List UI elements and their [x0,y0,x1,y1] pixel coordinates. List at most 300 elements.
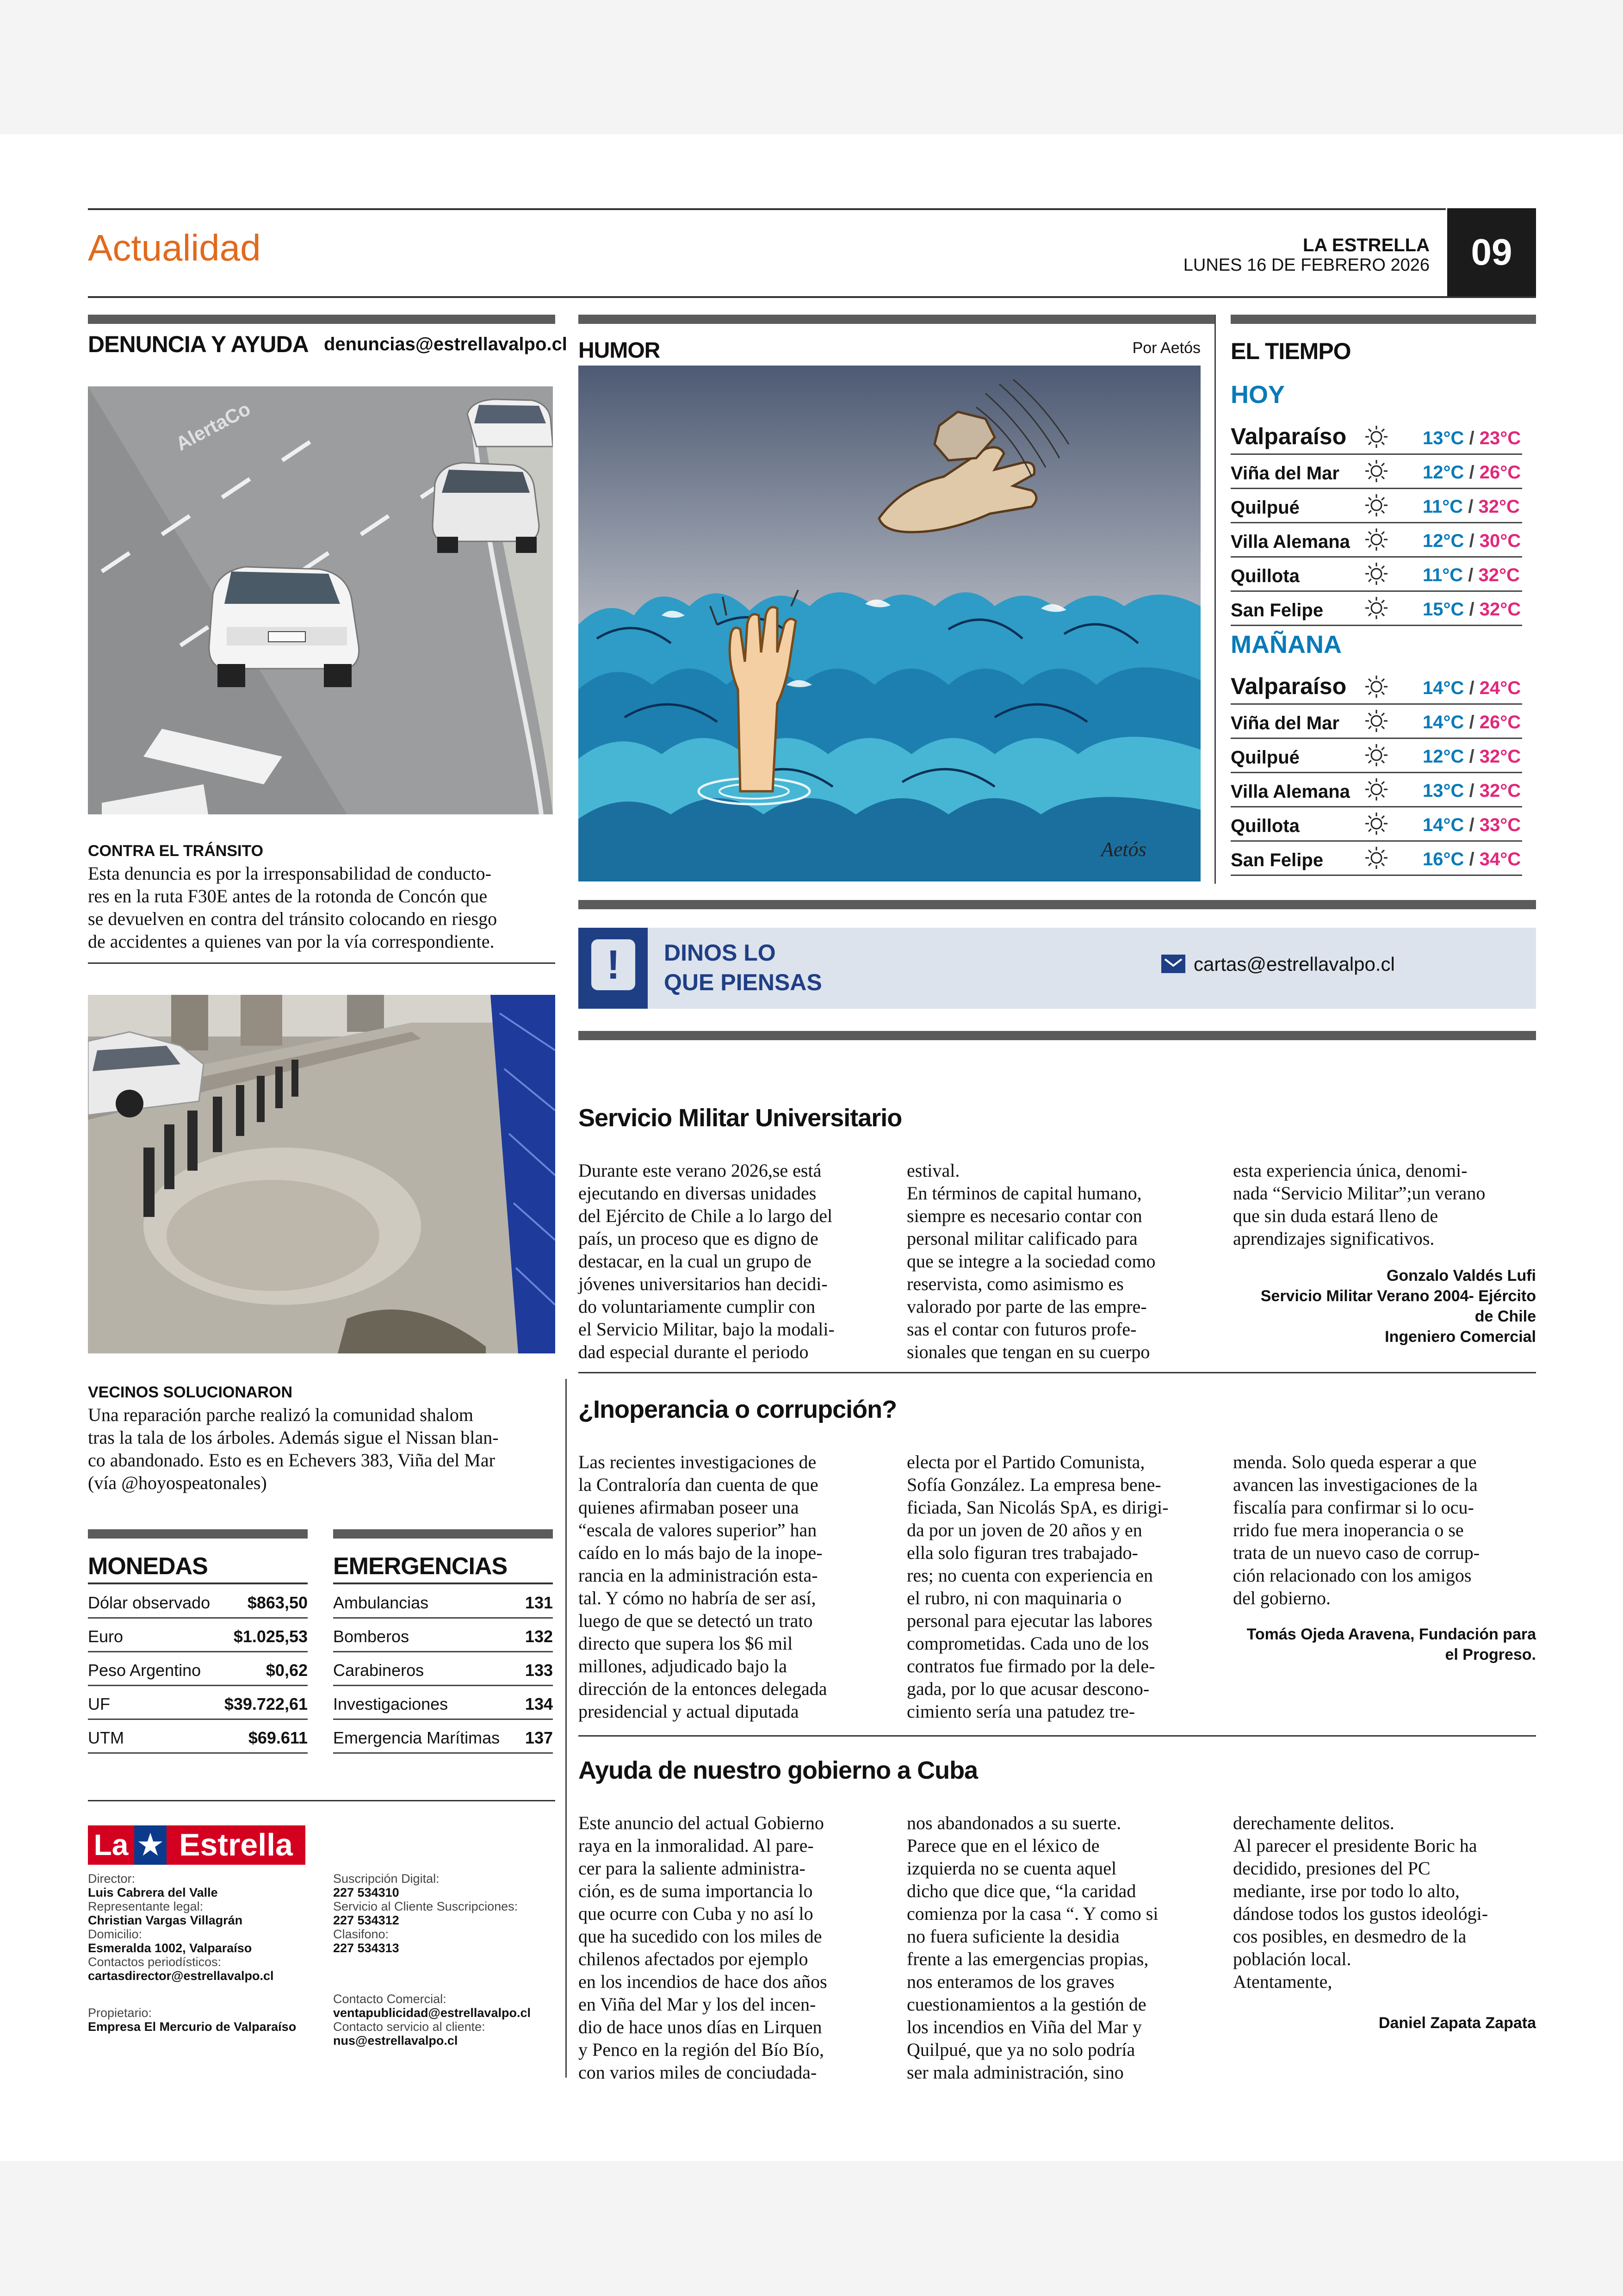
temp-max: 26°C [1479,462,1521,483]
currency-row [88,1652,308,1686]
temp-min: 14°C [1423,815,1464,835]
letter-line: millones, adjudicado bajo la [578,1656,787,1676]
weather-city: Villa Alemana [1231,782,1350,802]
temp-max: 23°C [1479,428,1521,448]
colophon-label: Domicilio: [88,1927,142,1941]
letter-line: dicho que dice que, “la caridad [907,1880,1136,1901]
section-bar [88,1529,308,1539]
weather-row [1231,806,1522,842]
weather-row [1231,703,1522,739]
sun-icon [1363,741,1390,769]
temp-max: 34°C [1479,849,1521,869]
letter-line: contratos fue firmado por la dele- [907,1656,1155,1676]
letter-line: esta experiencia única, denomi- [1233,1160,1468,1181]
currency-label: UF [88,1694,110,1713]
weather-city: Quilpué [1231,497,1300,518]
temp-separator: / [1464,428,1480,448]
emergency-row [333,1720,553,1754]
sun-icon [1363,673,1390,701]
temp-min: 12°C [1423,462,1464,483]
page-number: 09 [1447,208,1536,296]
sun-icon [1363,594,1390,622]
currency-row [88,1585,308,1619]
letter-line: dio de hace unos días en Lirquen [578,2017,822,2037]
letter-line: Al parecer el presidente Boric ha [1233,1835,1477,1856]
letter-line: país, un proceso que es digno de [578,1228,818,1249]
emergency-number: 134 [525,1694,553,1713]
item2-title: VECINOS SOLUCIONARON [88,1384,293,1401]
item1-line: res en la ruta F30E antes de la rotonda de Concón que [88,886,488,906]
tomorrow-label: MAÑANA [1231,631,1342,658]
sun-icon [1363,810,1390,838]
letter-line: nos enteramos de los graves [907,1971,1115,1992]
section-bar [88,315,555,324]
sun-icon [1363,491,1390,519]
column-divider [565,1379,567,2078]
item2-line: tras la tala de los árboles. Además sigue el Nissan blan- [88,1427,499,1448]
divider [88,962,555,964]
temp-max: 32°C [1479,746,1521,767]
letter-line: el Servicio Militar, bajo la modali- [578,1319,835,1340]
divider [88,1800,555,1801]
letter-line: siempre es necesario contar con [907,1205,1142,1226]
letter-line: decidido, presiones del PC [1233,1858,1431,1879]
colophon-value: 227 534312 [333,1913,399,1927]
letter-line: que ocurre con Cuba y no así lo [578,1903,813,1924]
temp-separator: / [1464,678,1480,698]
temp-separator: / [1464,849,1480,869]
temp-min: 13°C [1423,781,1464,801]
temp-separator: / [1464,462,1480,483]
letter-line: Quilpué, que ya no solo podría [907,2039,1135,2060]
emergency-row [333,1585,553,1619]
weather-temp [1423,712,1521,733]
colophon-label: Representante legal: [88,1899,204,1913]
temp-min: 14°C [1423,712,1464,732]
letter-line: ejecutando en diversas unidades [578,1183,817,1204]
header-rule [88,208,1446,210]
temp-separator: / [1464,531,1480,551]
letter-line: quienes afirmaban poseer una [578,1497,799,1518]
letter-line: cimiento sería una patudez tre- [907,1701,1135,1722]
currency-label: UTM [88,1728,124,1747]
letter-line: nada “Servicio Militar”;un verano [1233,1183,1486,1204]
emergency-label: Ambulancias [333,1593,429,1612]
letter-line: gada, por lo que acusar descono- [907,1678,1150,1699]
weather-city: Valparaíso [1231,423,1347,449]
sun-icon [1363,707,1390,735]
weather-temp [1423,565,1520,586]
colophon-value[interactable]: nus@estrellavalpo.cl [333,2034,458,2048]
colophon-value: Esmeralda 1002, Valparaíso [88,1941,252,1955]
letter-column [1233,1812,1538,1993]
letter-column [907,1451,1212,1723]
letter-line: derechamente delitos. [1233,1812,1394,1833]
letter-line: cer para la saliente administra- [578,1858,805,1879]
letter-line: destacar, en la cual un grupo de [578,1251,812,1272]
letter-line: dirección de la entonces delegada [578,1678,827,1699]
weather-temp [1423,678,1521,699]
banner-line: QUE PIENSAS [664,969,822,995]
emergency-row [333,1619,553,1652]
header-bottom-rule [88,296,1536,298]
sun-icon [1363,423,1390,451]
letter3-title: Ayuda de nuestro gobierno a Cuba [578,1756,978,1784]
emergencias-heading: EMERGENCIAS [333,1553,508,1580]
weather-city: Viña del Mar [1231,713,1339,733]
sun-icon [1363,526,1390,553]
letter-divider [578,1735,1536,1737]
letter-column [907,1812,1212,2084]
letter-line: sas el contar con futuros profe- [907,1319,1137,1340]
letter-line: en Viña del Mar y los del incen- [578,1994,816,2015]
letter-line: con varios miles de conciudada- [578,2062,817,2083]
weather-city: Quillota [1231,816,1300,836]
letter-line: luego de que se detectó un trato [578,1610,813,1631]
emergency-number: 137 [525,1728,553,1747]
temp-max: 32°C [1479,781,1521,801]
temp-max: 32°C [1478,565,1520,585]
temp-separator: / [1463,565,1479,585]
letter-line: caído en lo más bajo de la inope- [578,1542,823,1563]
weather-temp [1423,781,1521,801]
emergency-row [333,1686,553,1720]
item1-text [88,862,555,953]
weather-heading: EL TIEMPO [1231,338,1351,364]
item1-line: Esta denuncia es por la irresponsabilidad de conducto- [88,863,491,884]
letter-line: que ha sucedido con los miles de [578,1926,822,1947]
section-bar [578,1031,1536,1040]
letter-line: reservista, como asimismo es [907,1273,1124,1294]
temp-separator: / [1464,712,1480,732]
letter-line: no fuera suficiente la desidia [907,1926,1120,1947]
weather-row [1231,488,1522,523]
letter-line: raya en la inmoralidad. Al pare- [578,1835,814,1856]
section-bar [333,1529,553,1539]
letter-line: del gobierno. [1233,1588,1331,1608]
monedas-heading: MONEDAS [88,1553,208,1580]
letter-line: res; no cuenta con experiencia en [907,1565,1153,1586]
letter-column [578,1451,884,1723]
denuncia-email[interactable]: denuncias@estrellavalpo.cl [324,334,567,354]
letter-line: ficiada, San Nicolás SpA, es dirigi- [907,1497,1169,1518]
sun-icon [1363,457,1390,485]
colophon-value: Luis Cabrera del Valle [88,1886,218,1899]
weather-temp [1423,746,1521,767]
letter-line: do voluntariamente cumplir con [578,1296,816,1317]
currency-value: $69.611 [248,1728,308,1747]
weather-temp [1423,815,1521,836]
currency-row [88,1720,308,1754]
signature-line: Tomás Ojeda Aravena, Fundación para [1246,1626,1536,1643]
colophon-right [333,1872,555,2048]
letter-line: el rubro, ni con maquinaria o [907,1588,1122,1608]
letter1-title: Servicio Militar Universitario [578,1104,902,1132]
weather-row [1231,410,1522,455]
letter-line: aprendizajes significativos. [1233,1228,1435,1249]
weather-city: Villa Alemana [1231,532,1350,552]
letter-line: Las recientes investigaciones de [578,1452,817,1472]
letters-email[interactable]: cartas@estrellavalpo.cl [1194,953,1395,975]
letter1-signature [1231,1266,1536,1347]
temp-min: 11°C [1423,565,1463,585]
weather-temp [1423,496,1520,517]
letter-line: ser mala administración, sino [907,2062,1124,2083]
letters-banner [578,928,1536,1009]
emergency-number: 131 [525,1593,553,1612]
letter-line: comienza por la casa “. Y como si [907,1903,1158,1924]
colophon-label: Servicio al Cliente Suscripciones: [333,1899,518,1913]
weather-city: Quillota [1231,566,1300,586]
letter-line: personal militar calificado para [907,1228,1138,1249]
letter-line: da por un joven de 20 años y en [907,1520,1142,1540]
letter-line: mediante, irse por todo lo alto, [1233,1880,1460,1901]
temp-separator: / [1464,815,1480,835]
letter-line: menda. Solo queda esperar a que [1233,1452,1477,1472]
weather-temp [1423,462,1521,483]
weather-temp [1423,599,1521,620]
letter-line: presidencial y actual diputada [578,1701,799,1722]
weather-row [1231,453,1522,489]
signature-line: el Progreso. [1445,1646,1536,1663]
letter-line: cuestionamientos a la gestión de [907,1994,1146,2015]
letter-line: Este anuncio del actual Gobierno [578,1812,824,1833]
letter-line: frente a las emergencias propias, [907,1948,1149,1969]
traffic-photo [88,386,553,814]
humor-cartoon [578,366,1201,881]
humor-heading: HUMOR [578,338,660,363]
colophon-label: Contacto servicio al cliente: [333,2020,485,2034]
currency-label: Dólar observado [88,1593,211,1612]
temp-min: 12°C [1423,746,1464,767]
emergency-label: Investigaciones [333,1694,448,1713]
letter-column [1233,1159,1538,1250]
weather-city: Valparaíso [1231,673,1347,699]
weather-temp [1423,531,1521,552]
currency-row [88,1686,308,1720]
colophon-label: Clasifono: [333,1927,389,1941]
today-label: HOY [1231,381,1285,409]
colophon-left [88,1872,310,2034]
temp-max: 32°C [1479,599,1521,620]
item2-line: co abandonado. Esto es en Echevers 383, Viña del Mar [88,1450,495,1471]
item2-line: (vía @hoyospeatonales) [88,1472,267,1493]
letter-column [578,1159,884,1363]
letter-line: trata de un nuevo caso de corrup- [1233,1542,1480,1563]
sun-icon [1363,844,1390,872]
weather-city: San Felipe [1231,600,1324,621]
denuncia-heading: DENUNCIA Y AYUDA [88,331,309,357]
letter-line: estival. [907,1160,960,1181]
cartoonist-signature: Aetós [1101,838,1146,861]
letter-line: rrido fue mera inoperancia o se [1233,1520,1464,1540]
letter-column [1233,1451,1538,1609]
currency-label: Peso Argentino [88,1661,201,1680]
letter-line: fiscalía para confirmar si lo ocu- [1233,1497,1474,1518]
colophon-value: 227 534310 [333,1886,399,1899]
section-bar [1231,315,1536,324]
letter2-signature [1231,1624,1536,1665]
temp-max: 26°C [1479,712,1521,732]
temp-min: 12°C [1423,531,1464,551]
envelope-icon [1161,955,1185,973]
letter-line: directo que supera los $6 mil [578,1633,793,1654]
emergencias-rule [333,1582,553,1584]
letter-line: población local. [1233,1948,1351,1969]
letter-line: Parece que en el léxico de [907,1835,1100,1856]
weather-row [1231,590,1522,626]
temp-separator: / [1463,496,1479,517]
temp-separator: / [1464,746,1480,767]
letter3-signature [1231,2013,1536,2033]
letter-divider [578,1372,1536,1373]
letter-line: Sofía González. La empresa bene- [907,1474,1161,1495]
emergency-label: Emergencia Marítimas [333,1728,500,1747]
colophon-label: Suscripción Digital: [333,1872,440,1886]
currency-row [88,1619,308,1652]
letter-line: y Penco en la región del Bío Bío, [578,2039,824,2060]
letter-line: los incendios en Viña del Mar y [907,2017,1142,2037]
letter-line: dad especial durante el periodo [578,1341,809,1362]
weather-temp [1423,428,1521,449]
currency-label: Euro [88,1627,124,1646]
letter-line: sionales que tengan en su cuerpo [907,1341,1150,1362]
letter-line: “escala de valores superior” han [578,1520,817,1540]
colophon-label: Contacto Comercial: [333,1992,446,2006]
colophon-label: Director: [88,1872,136,1886]
emergency-row [333,1652,553,1686]
letter-line: la Contraloría dan cuenta de que [578,1474,818,1495]
colophon-value: Christian Vargas Villagrán [88,1913,243,1927]
section-bar [578,315,1214,324]
sidewalk-photo-illustration [88,995,555,1353]
weather-city: Viña del Mar [1231,463,1339,484]
emergency-label: Carabineros [333,1661,424,1680]
letter-column [907,1159,1212,1363]
letter-line: ción, es de suma importancia lo [578,1880,813,1901]
temp-max: 33°C [1479,815,1521,835]
section-bar [578,900,1536,909]
signature-line: Gonzalo Valdés Lufi [1386,1267,1536,1285]
weather-city: Quilpué [1231,747,1300,768]
letter-line: personal para ejecutar las labores [907,1610,1152,1631]
colophon-value: Empresa El Mercurio de Valparaíso [88,2020,297,2034]
weather-row [1231,556,1522,592]
temp-min: 15°C [1423,599,1464,620]
currency-value: $1.025,53 [233,1627,308,1646]
letter-column [578,1812,884,2084]
item1-line: de accidentes a quienes van por la vía correspondiente. [88,931,495,952]
letter-line: jóvenes universitarios han decidi- [578,1273,828,1294]
road-watermark: AlertaCo [172,397,254,455]
letter-line: Atentamente, [1233,1971,1332,1992]
signature-line: Servicio Militar Verano 2004- Ejército [1260,1287,1536,1305]
letter-line: dándose todos los gustos ideológi- [1233,1903,1488,1924]
letter-line: chilenos afectados por ejemplo [578,1948,808,1969]
letter-line: ción relacionado con los amigos [1233,1565,1472,1586]
logo-estrella: Estrella [167,1825,305,1865]
emergency-label: Bomberos [333,1627,409,1646]
section-title: Actualidad [88,227,261,268]
letter-line: valorado por parte de las empre- [907,1296,1147,1317]
letter2-title: ¿Inoperancia o corrupción? [578,1396,897,1423]
currency-value: $863,50 [247,1593,308,1612]
temp-max: 32°C [1478,496,1520,517]
temp-max: 30°C [1479,531,1521,551]
temp-min: 14°C [1423,678,1464,698]
weather-row [1231,659,1522,705]
weather-row [1231,772,1522,807]
letter-line: En términos de capital humano, [907,1183,1142,1204]
item2-line: Una reparación parche realizó la comunidad shalom [88,1404,473,1425]
issue-date: LUNES 16 DE FEBRERO 2026 [1183,255,1430,275]
sun-icon [1363,560,1390,588]
letter-line: nos abandonados a su suerte. [907,1812,1121,1833]
letter-line: ella solo figuran tres trabajado- [907,1542,1138,1563]
letter-line: electa por el Partido Comunista, [907,1452,1145,1472]
monedas-rule [88,1582,308,1584]
temp-separator: / [1464,599,1480,620]
exclamation-icon: ! [591,939,635,990]
temp-separator: / [1464,781,1480,801]
letter-line: Durante este verano 2026,se está [578,1160,822,1181]
letter-line: que sin duda estará lleno de [1233,1205,1438,1226]
star-icon: ★ [134,1825,167,1865]
banner-line: DINOS LO [664,940,776,966]
item1-line: se devuelven en contra del tránsito colocando en riesgo [88,908,497,929]
colophon-value[interactable]: cartasdirector@estrellavalpo.cl [88,1969,274,1983]
temp-min: 13°C [1423,428,1464,448]
letter-line: avancen las investigaciones de la [1233,1474,1478,1495]
colophon-label: Propietario: [88,2006,152,2020]
letter-line: rancia en la administración esta- [578,1565,818,1586]
weather-temp [1423,849,1521,870]
banner-title [664,938,822,997]
temp-max: 24°C [1479,678,1521,698]
letter-line: del Ejército de Chile a lo largo del [578,1205,833,1226]
estrella-logo [88,1825,305,1865]
letter-line: en los incendios de hace dos años [578,1971,827,1992]
letter-line: tal. Y cómo no habría de ser así, [578,1588,816,1608]
letter-line: izquierda no se cuenta aquel [907,1858,1117,1879]
traffic-photo-illustration [88,386,553,814]
colophon-label: Contactos periodísticos: [88,1955,222,1969]
colophon-value[interactable]: ventapublicidad@estrellavalpo.cl [333,2006,531,2020]
item2-text [88,1403,555,1494]
temp-min: 11°C [1423,496,1463,517]
letter-line: cos posibles, en desmedro de la [1233,1926,1467,1947]
letter-line: comprometidas. Cada uno de los [907,1633,1149,1654]
cartoon-illustration [578,366,1201,881]
temp-min: 16°C [1423,849,1464,869]
sun-icon [1363,776,1390,803]
signature-line: Ingeniero Comercial [1385,1328,1536,1346]
signature-line: Daniel Zapata Zapata [1378,2014,1536,2032]
column-divider [1214,315,1216,884]
weather-row [1231,522,1522,558]
logo-la: La [93,1828,129,1862]
currency-value: $39.722,61 [224,1694,308,1713]
weather-city: San Felipe [1231,850,1324,870]
currency-value: $0,62 [266,1661,308,1680]
sidewalk-photo [88,995,555,1353]
letter-line: que se integre a la sociedad como [907,1251,1156,1272]
item1-title: CONTRA EL TRÁNSITO [88,842,264,860]
signature-line: de Chile [1474,1308,1536,1325]
weather-row [1231,738,1522,773]
colophon-value: 227 534313 [333,1941,399,1955]
emergency-number: 132 [525,1627,553,1646]
